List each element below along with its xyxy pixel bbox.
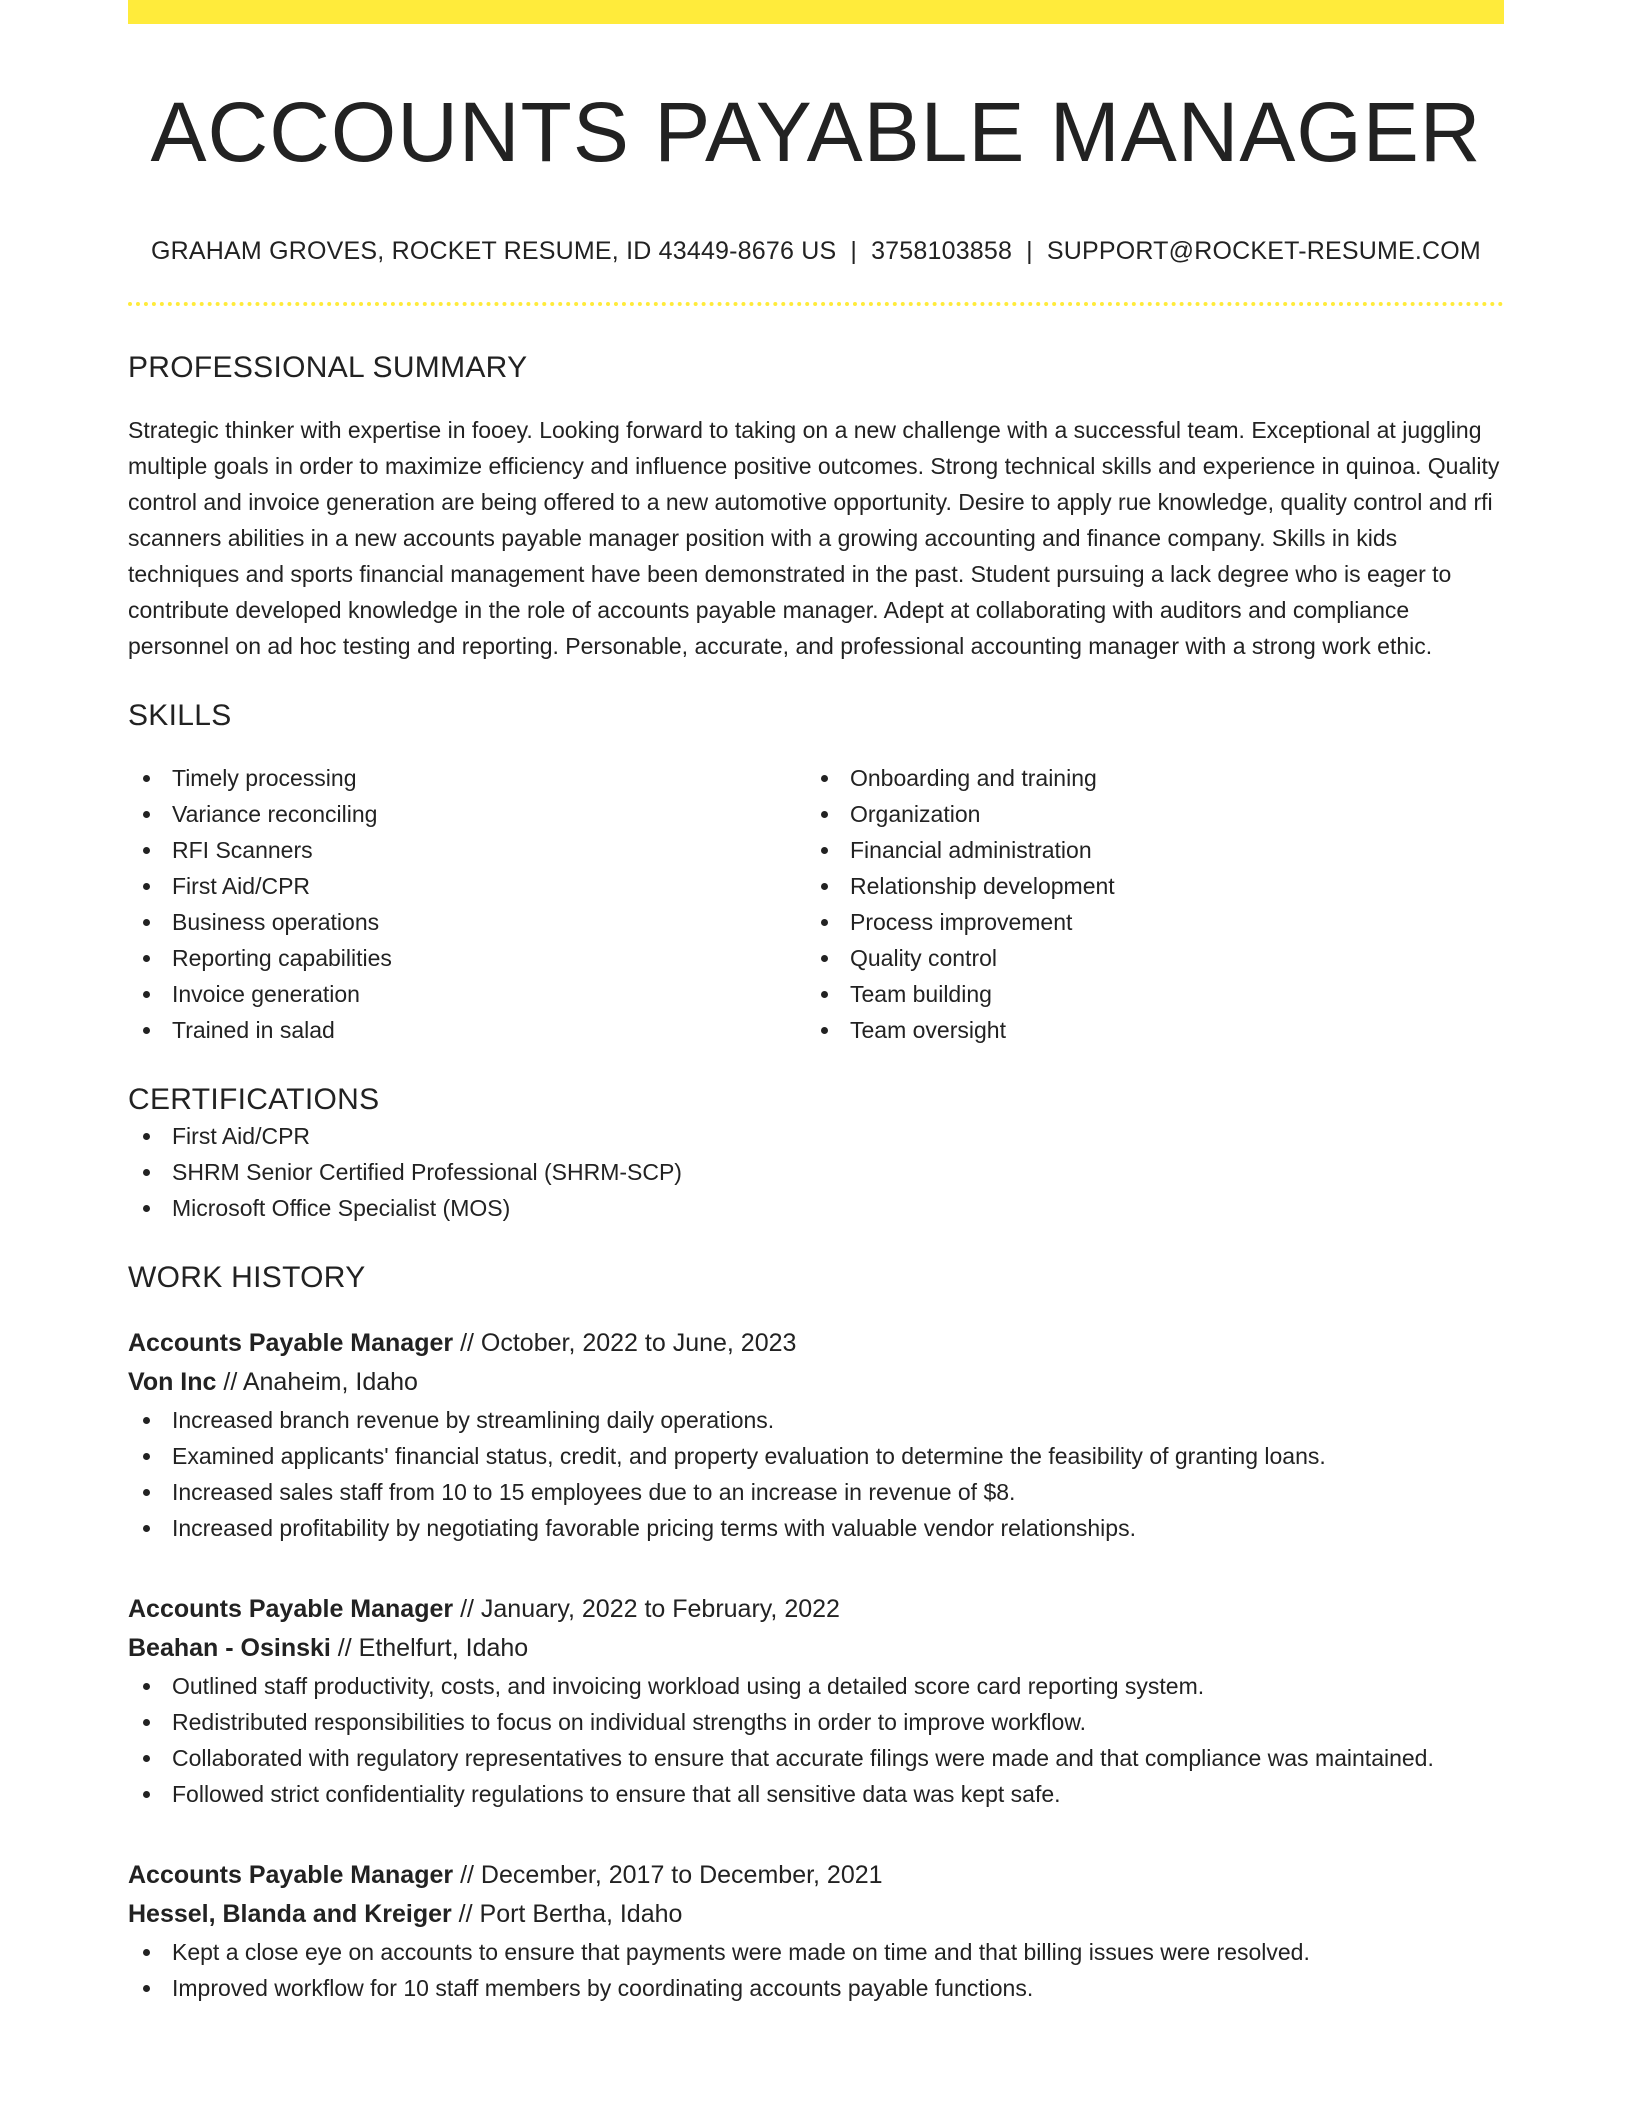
job-duty-item: Followed strict confidentiality regulations to ensure that all sensitive data was kept safe. [128, 1776, 1504, 1812]
job-company: Beahan - Osinski [128, 1633, 331, 1662]
job-duty-item: Collaborated with regulatory representatives to ensure that accurate filings were made and that compliance was maintained. [128, 1740, 1504, 1776]
job-duties-list [128, 1402, 1504, 1546]
job-duty-item: Redistributed responsibilities to focus on individual strengths in order to improve workflow. [128, 1704, 1504, 1740]
job-entry [128, 1590, 1504, 1812]
job-duty-item: Examined applicants' financial status, credit, and property evaluation to determine the feasibility of granting loans. [128, 1438, 1504, 1474]
job-dates: // January, 2022 to February, 2022 [453, 1594, 840, 1623]
certifications-section [128, 1082, 1504, 1226]
job-duty-item: Increased branch revenue by streamlining daily operations. [128, 1402, 1504, 1438]
skill-item: Process improvement [806, 904, 1484, 940]
certification-item: SHRM Senior Certified Professional (SHRM-SCP) [128, 1154, 1504, 1190]
contact-email: SUPPORT@ROCKET-RESUME.COM [1046, 236, 1481, 265]
skills-grid [128, 760, 1504, 1048]
certification-item: Microsoft Office Specialist (MOS) [128, 1190, 1504, 1226]
skills-column-right [806, 760, 1484, 1048]
summary-text: Strategic thinker with expertise in fooey. Looking forward to taking on a new challenge with a successful team. Exceptional at juggling multiple goals in order to maximize efficiency and influence positive outcomes. Strong technical skills and experience in quinoa. Quality control and invoice generation are being offered to a new automotive opportunity. Desire to apply rue knowledge, quality control and rfi scanners abilities in a new accounts payable manager position with a growing accounting and finance company. Skills in kids techniques and sports financial management have been demonstrated in the past. Student pursuing a lack degree who is eager to contribute developed knowledge in the role of accounts payable manager. Adept at collaborating with auditors and compliance personnel on ad hoc testing and reporting. Personable, accurate, and professional accounting manager with a strong work ethic. [128, 416, 1500, 659]
job-dates: // December, 2017 to December, 2021 [453, 1860, 883, 1889]
job-company: Hessel, Blanda and Kreiger [128, 1899, 452, 1928]
job-title: Accounts Payable Manager [128, 1860, 454, 1889]
accent-top-bar [128, 0, 1504, 24]
job-entry [128, 1856, 1504, 2006]
skill-item: First Aid/CPR [128, 868, 806, 904]
contact-separator: | [1026, 236, 1033, 265]
contact-address: GRAHAM GROVES, ROCKET RESUME, ID 43449-8676 US [151, 236, 837, 265]
certifications-list [128, 1118, 1504, 1226]
job-duties-list [128, 1668, 1504, 1812]
header-divider [128, 302, 1504, 306]
job-duty-item: Outlined staff productivity, costs, and invoicing workload using a detailed score card reporting system. [128, 1668, 1504, 1704]
skill-item: Variance reconciling [128, 796, 806, 832]
summary-heading: PROFESSIONAL SUMMARY [128, 350, 528, 384]
resume-title: ACCOUNTS PAYABLE MANAGER [150, 85, 1482, 179]
skill-item: Relationship development [806, 868, 1484, 904]
job-location: // Ethelfurt, Idaho [330, 1633, 529, 1662]
summary-section [128, 350, 1504, 664]
skills-section [128, 698, 1504, 1048]
skill-item: Onboarding and training [806, 760, 1484, 796]
job-duty-item: Increased sales staff from 10 to 15 employees due to an increase in revenue of $8. [128, 1474, 1504, 1510]
job-title-line [128, 1590, 1504, 1629]
job-title: Accounts Payable Manager [128, 1328, 454, 1357]
job-duty-item: Increased profitability by negotiating favorable pricing terms with valuable vendor relationships. [128, 1510, 1504, 1546]
job-duties-list [128, 1934, 1504, 2006]
skills-heading: SKILLS [128, 698, 232, 732]
job-company-line [128, 1895, 1504, 1934]
skill-item: Invoice generation [128, 976, 806, 1012]
contact-line [128, 237, 1504, 266]
skill-item: Financial administration [806, 832, 1484, 868]
job-company: Von Inc [128, 1367, 217, 1396]
certifications-heading: CERTIFICATIONS [128, 1082, 380, 1116]
job-duty-item: Kept a close eye on accounts to ensure that payments were made on time and that billing issues were resolved. [128, 1934, 1504, 1970]
skill-item: Timely processing [128, 760, 806, 796]
contact-phone: 3758103858 [871, 236, 1013, 265]
job-location: // Anaheim, Idaho [216, 1367, 418, 1396]
job-location: // Port Bertha, Idaho [451, 1899, 683, 1928]
skill-item: Business operations [128, 904, 806, 940]
job-company-line [128, 1629, 1504, 1668]
skill-item: Team building [806, 976, 1484, 1012]
resume-page [128, 0, 1504, 2006]
skills-column-left [128, 760, 806, 1048]
skill-item: Quality control [806, 940, 1484, 976]
skills-list-right [806, 760, 1484, 1048]
job-entry [128, 1324, 1504, 1546]
job-title: Accounts Payable Manager [128, 1594, 454, 1623]
skill-item: Team oversight [806, 1012, 1484, 1048]
skills-list-left [128, 760, 806, 1048]
job-company-line [128, 1363, 1504, 1402]
skill-item: Reporting capabilities [128, 940, 806, 976]
job-title-line [128, 1324, 1504, 1363]
contact-separator: | [850, 236, 858, 265]
work-history-heading: WORK HISTORY [128, 1260, 366, 1294]
skill-item: Organization [806, 796, 1484, 832]
skill-item: Trained in salad [128, 1012, 806, 1048]
job-dates: // October, 2022 to June, 2023 [453, 1328, 797, 1357]
job-title-line [128, 1856, 1504, 1895]
work-history-section [128, 1260, 1504, 2006]
certification-item: First Aid/CPR [128, 1118, 1504, 1154]
job-duty-item: Improved workflow for 10 staff members by coordinating accounts payable functions. [128, 1970, 1504, 2006]
skill-item: RFI Scanners [128, 832, 806, 868]
